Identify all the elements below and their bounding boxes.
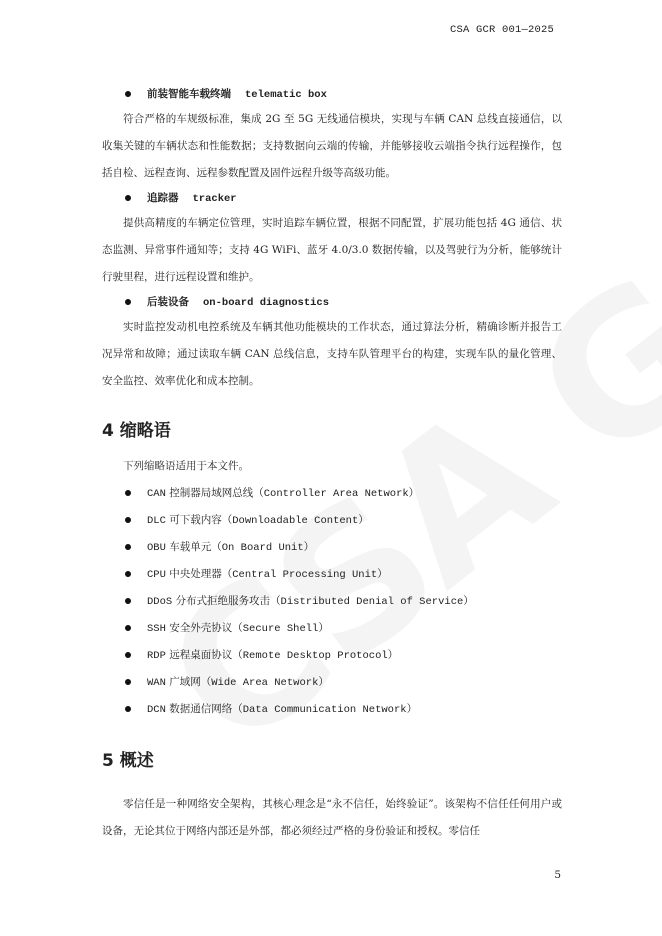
abbreviation-item [102, 642, 562, 669]
device-term: 前装智能车载终端 [147, 88, 231, 100]
abbreviation-item [102, 507, 562, 534]
abbr-code: CAN [147, 488, 166, 500]
abbr-code: SSH [147, 623, 166, 635]
abbreviation-item [102, 480, 562, 507]
page-content [102, 84, 562, 846]
abbr-cn: 分布式拒绝服务攻击 [175, 595, 271, 607]
device-term: 后装设备 [147, 296, 189, 308]
device-term-en: telematic box [245, 89, 327, 101]
abbr-en: （Central Processing Unit） [221, 569, 388, 581]
device-term: 追踪器 [147, 192, 179, 204]
device-term-en: tracker [192, 193, 237, 205]
device-heading-telematic [102, 84, 562, 104]
abbr-code: OBU [147, 542, 166, 554]
abbr-code: RDP [147, 650, 166, 662]
abbr-en: （On Board Unit） [211, 542, 315, 554]
page-number: 5 [554, 869, 561, 881]
abbr-cn: 控制器局域网总线 [169, 487, 254, 499]
abbr-en: （Downloadable Content） [221, 515, 369, 527]
device-heading-tracker [102, 188, 562, 208]
abbreviation-item [102, 615, 562, 642]
abbr-cn: 数据通信网络 [169, 703, 233, 715]
abbreviation-item [102, 669, 562, 696]
abbreviation-list [102, 480, 562, 723]
device-desc-tracker: 提供高精度的车辆定位管理，实时追踪车辆位置，根据不同配置，扩展功能包括 4G 通信、状态监测、异常事件通知等；支持 4G WiFi、蓝牙 4.0/3.0 数据传输，以及驾驶行为分析，能够统计行驶里程，进行远程设置和维护。 [102, 217, 562, 283]
abbr-en: （Distributed Denial of Service） [270, 596, 474, 608]
abbr-cn: 远程桌面协议 [169, 649, 233, 661]
abbr-code: DCN [147, 704, 166, 716]
device-heading-obd [102, 292, 562, 312]
abbr-en: （Secure Shell） [232, 623, 329, 635]
abbreviation-item [102, 561, 562, 588]
abbreviation-item [102, 588, 562, 615]
doc-header-id: CSA GCR 001—2025 [449, 24, 554, 36]
abbr-cn: 车载单元 [169, 541, 212, 553]
abbr-cn: 广域网 [169, 676, 201, 688]
abbr-cn: 可下载内容 [169, 514, 222, 526]
section-title-abbreviations: 4 缩略语 [102, 421, 171, 441]
abbr-en: （Remote Desktop Protocol） [232, 650, 399, 662]
abbr-en: （Controller Area Network） [253, 488, 420, 500]
overview-paragraph: 零信任是一种网络安全架构，其核心理念是“永不信任，始终验证”。该架构不信任任何用户或设备，无论其位于网络内部还是外部，都必须经过严格的身份验证和授权。零信任 [102, 798, 562, 837]
abbr-en: （Wide Area Network） [200, 677, 329, 689]
abbr-code: WAN [147, 677, 166, 689]
abbreviation-item [102, 696, 562, 723]
abbr-code: DDoS [147, 596, 173, 608]
abbreviation-item [102, 534, 562, 561]
abbr-cn: 中央处理器 [169, 568, 222, 580]
device-desc-obd: 实时监控发动机电控系统及车辆其他功能模块的工作状态，通过算法分析，精确诊断并报告工况异常和故障；通过读取车辆 CAN 总线信息，支持车队管理平台的构建，实现车队的量化管理、安全监控、效率优化和成本控制。 [102, 321, 562, 387]
abbr-code: DLC [147, 515, 166, 527]
device-desc-telematic: 符合严格的车规级标准，集成 2G 至 5G 无线通信模块，实现与车辆 CAN 总线直接通信，以收集关键的车辆状态和性能数据；支持数据向云端的传输，并能够接收云端指令执行远程操作，包括自检、远程查询、远程参数配置及固件远程升级等高级功能。 [102, 113, 562, 179]
abbr-cn: 安全外壳协议 [169, 622, 233, 634]
section-intro: 下列缩略语适用于本文件。 [123, 460, 249, 472]
abbr-en: （Data Communication Network） [232, 704, 418, 716]
abbr-code: CPU [147, 569, 166, 581]
device-term-en: on-board diagnostics [203, 297, 330, 309]
section-title-overview: 5 概述 [102, 751, 154, 771]
